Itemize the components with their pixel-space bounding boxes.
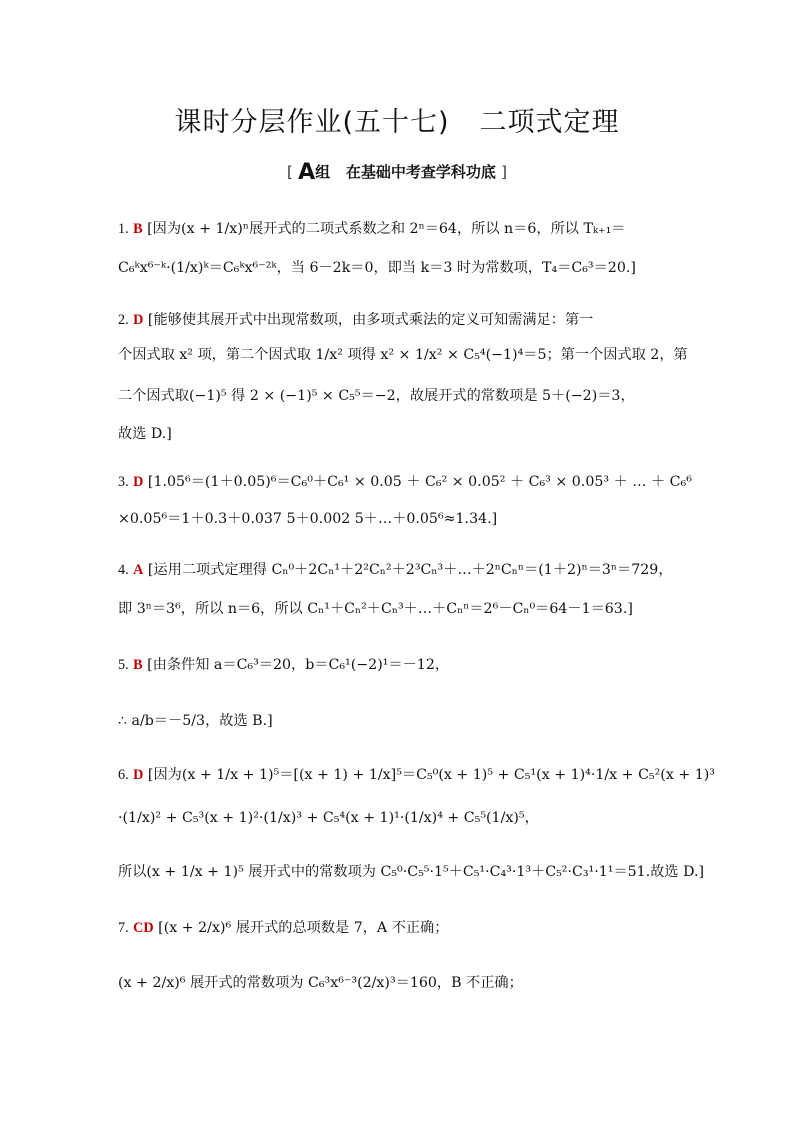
item-5-line-2 (118, 710, 678, 732)
answer-label: B (133, 221, 143, 237)
item-text: C₆ᵏx⁶⁻ᵏ·(1/x)ᵏ＝C₆ᵏx⁶⁻²ᵏ，当 6－2k＝0，即当 k＝3 时为常数项，T₄＝C₆³＝20.] (118, 260, 636, 276)
group-letter: A (298, 160, 316, 185)
item-3-line-2 (118, 508, 678, 530)
item-text: 个因式取 x² 项，第二个因式取 1/x² 项得 x² × 1/x² × C₅⁴(−1)⁴＝5；第一个因式取 2，第 (118, 347, 688, 363)
item-text: (x + 2/x)⁶ 展开式的常数项为 C₆³x⁶⁻³(2/x)³＝160，B 不正确； (118, 975, 523, 991)
item-text: 所以(x + 1/x + 1)⁵ 展开式中的常数项为 C₅⁰·C₅⁵·1⁵＋C₅¹·C₄³·1³＋C₅²·C₃¹·1¹＝51.故选 D.] (118, 864, 704, 880)
title-topic: 二项式定理 (479, 107, 620, 138)
title-main: 课时分层作业(五十七) (174, 107, 450, 138)
group-suffix: 组 (315, 163, 331, 181)
item-3-line-1 (118, 471, 692, 493)
item-text: [由条件知 a＝C₆³＝20，b＝C₆¹(−2)¹＝－12， (147, 657, 450, 673)
answer-label: D (133, 312, 144, 328)
item-number: 4. (118, 562, 129, 578)
bracket-open: [ (287, 163, 293, 181)
item-number: 6. (118, 767, 129, 783)
item-7-line-2 (118, 972, 678, 994)
item-4-line-2 (118, 598, 678, 620)
item-text: [1.05⁶＝(1＋0.05)⁶＝C₆⁰＋C₆¹ × 0.05 ＋ C₆² × 0.05² ＋ C₆³ × 0.05³ ＋ … ＋ C₆⁶ (147, 474, 692, 490)
item-1-line-1 (118, 218, 678, 240)
item-text: 故选 D.] (118, 426, 172, 442)
item-text: ·(1/x)² + C₅³(x + 1)²·(1/x)³ + C₅⁴(x + 1)¹·(1/x)⁴ + C₅⁵(1/x)⁵， (118, 810, 539, 826)
group-subtitle (0, 160, 794, 185)
item-1-line-2 (118, 257, 678, 279)
item-text: [运用二项式定理得 Cₙ⁰＋2Cₙ¹＋2²Cₙ²＋2³Cₙ³＋…＋2ⁿCₙⁿ＝(1＋2)ⁿ＝3ⁿ＝729， (147, 562, 673, 578)
answer-label: B (133, 657, 143, 673)
answer-label: CD (133, 920, 154, 936)
item-number: 3. (118, 474, 129, 490)
item-4-line-1 (118, 559, 678, 581)
item-number: 1. (118, 221, 129, 237)
item-text: 二个因式取(−1)⁵ 得 2 × (−1)⁵ × C₅⁵＝−2，故展开式的常数项是 5＋(−2)＝3， (118, 388, 635, 404)
item-text: [能够使其展开式中出现常数项，由多项式乘法的定义可知需满足：第一 (147, 312, 594, 328)
item-7-line-1 (118, 917, 678, 939)
bracket-close: ] (501, 163, 507, 181)
answer-label: D (133, 474, 144, 490)
page-title (0, 100, 794, 139)
item-2-line-2 (118, 344, 688, 366)
item-text: ×0.05⁶＝1＋0.3＋0.037 5＋0.002 5＋…＋0.05⁶≈1.34.] (118, 511, 498, 527)
answer-label: D (133, 767, 144, 783)
item-2-line-4 (118, 423, 678, 445)
group-description: 在基础中考查学科功底 (345, 163, 496, 181)
item-text: ∴ a/b＝－5/3，故选 B.] (118, 713, 273, 729)
item-6-line-2 (118, 807, 678, 829)
item-2-line-3 (118, 385, 678, 407)
item-6-line-3 (118, 861, 704, 883)
item-6-line-1 (118, 764, 715, 786)
item-number: 2. (118, 312, 129, 328)
item-text: [因为(x + 1/x + 1)⁵＝[(x + 1) + 1/x]⁵＝C₅⁰(x + 1)⁵ + C₅¹(x + 1)⁴·1/x + C₅²(x + 1)³ (147, 767, 715, 783)
item-text: [(x + 2/x)⁶ 展开式的总项数是 7，A 不正确； (158, 920, 449, 936)
answer-label: A (133, 562, 144, 578)
item-2-line-1 (118, 309, 678, 331)
item-number: 7. (118, 920, 129, 936)
item-text: [因为(x + 1/x)ⁿ展开式的二项式系数之和 2ⁿ＝64，所以 n＝6，所以 Tₖ₊₁＝ (147, 221, 626, 237)
item-5-line-1 (118, 654, 678, 676)
item-text: 即 3ⁿ＝3⁶，所以 n＝6，所以 Cₙ¹＋Cₙ²＋Cₙ³＋…＋Cₙⁿ＝2⁶－Cₙ⁰＝64－1＝63.] (118, 601, 633, 617)
item-number: 5. (118, 657, 129, 673)
